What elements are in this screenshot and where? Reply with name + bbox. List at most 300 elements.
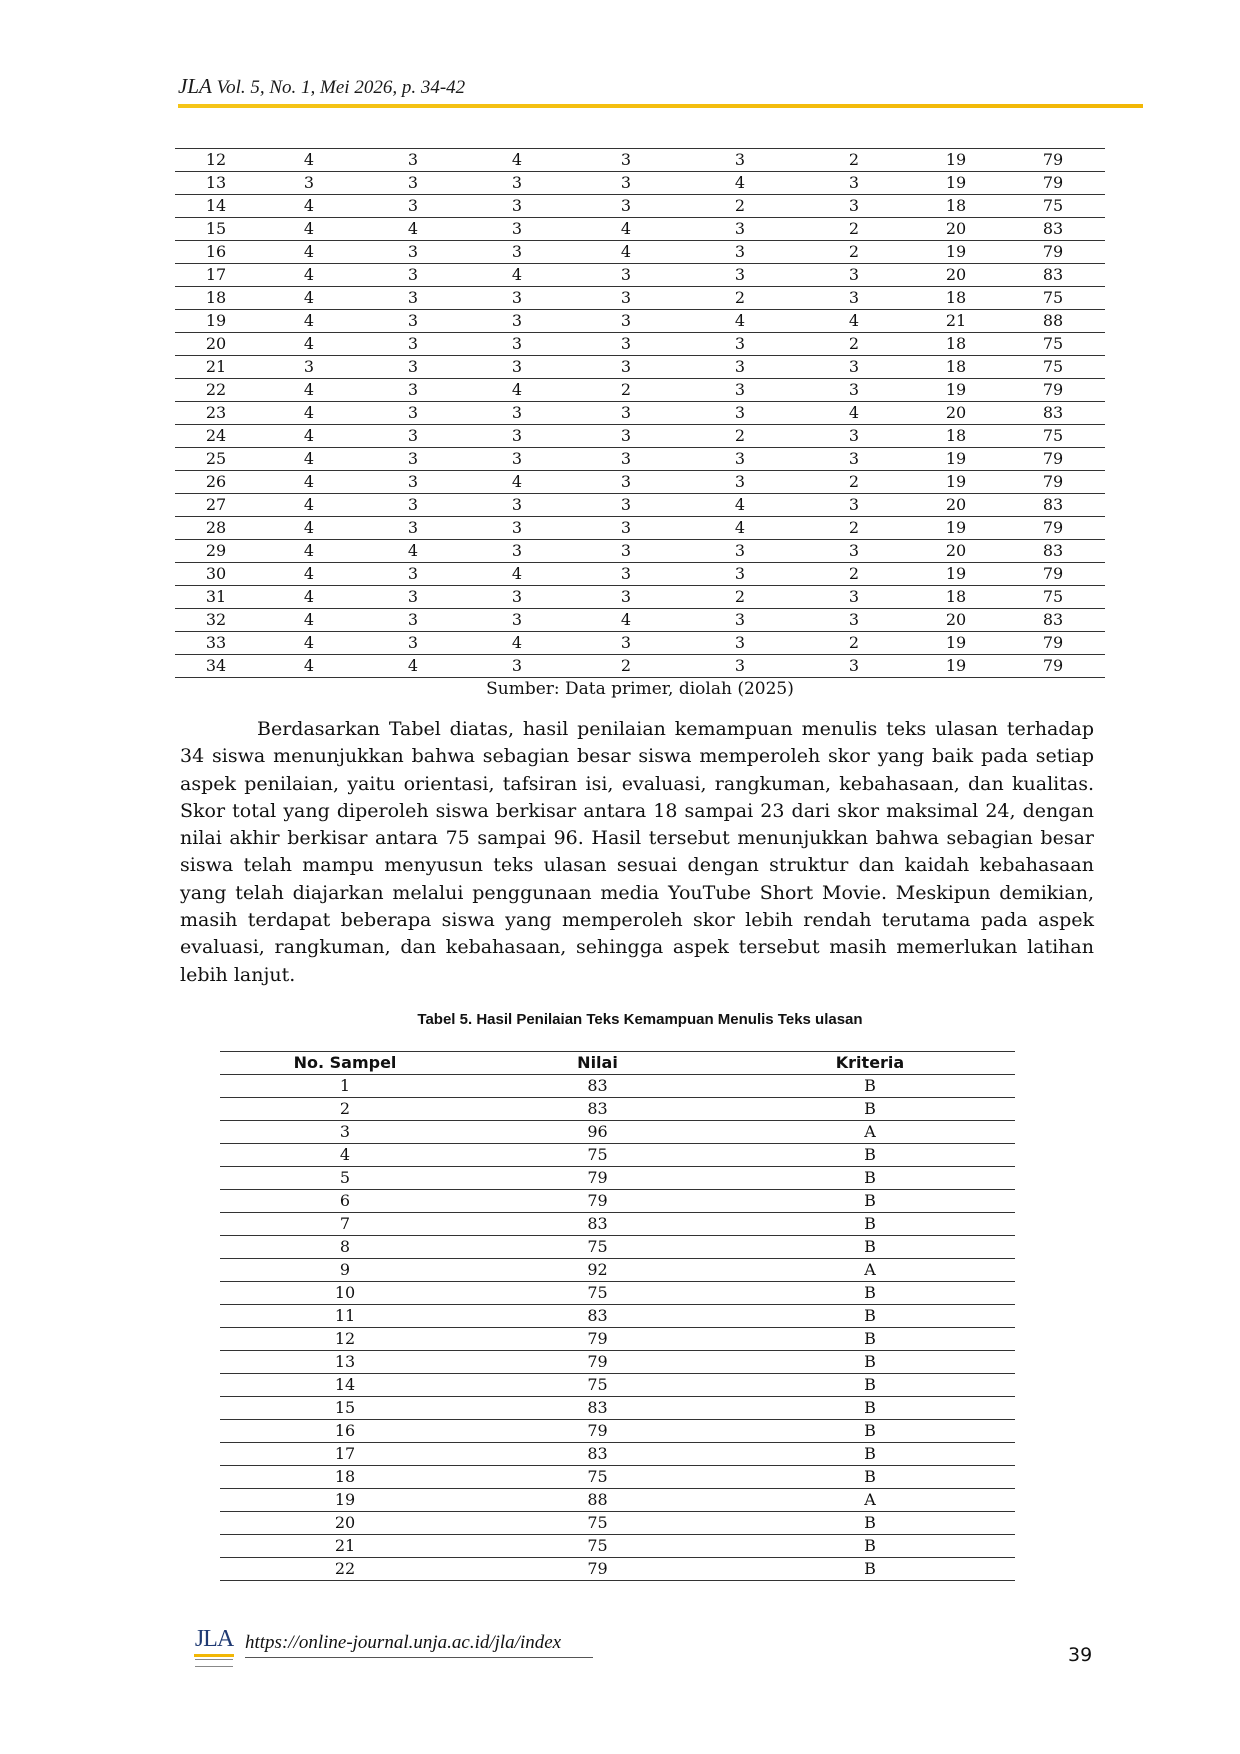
table-cell: 2	[797, 333, 911, 356]
table-cell: 5	[220, 1167, 470, 1190]
table-cell: 9	[220, 1259, 470, 1282]
table-cell: 3	[569, 356, 683, 379]
table-cell: 4	[257, 333, 361, 356]
table-row	[175, 287, 1105, 310]
table-cell: 4	[257, 471, 361, 494]
table-cell: 4	[797, 310, 911, 333]
table-cell: 28	[175, 517, 257, 540]
table-cell: 20	[911, 494, 1001, 517]
table-cell: 2	[797, 241, 911, 264]
table-cell: 3	[465, 356, 569, 379]
table-row	[220, 1328, 1015, 1351]
table-cell: B	[725, 1236, 1015, 1259]
table-cell: 3	[797, 379, 911, 402]
table-cell: 4	[257, 586, 361, 609]
table-row	[175, 379, 1105, 402]
table-cell: 3	[569, 563, 683, 586]
table-cell: 4	[797, 402, 911, 425]
table-row	[220, 1443, 1015, 1466]
table-cell: 3	[465, 218, 569, 241]
table-cell: 14	[220, 1374, 470, 1397]
table-cell: 79	[1001, 241, 1105, 264]
table-row	[220, 1420, 1015, 1443]
table-cell: B	[725, 1144, 1015, 1167]
table-cell: 18	[911, 287, 1001, 310]
table-cell: 3	[797, 586, 911, 609]
table-cell: 79	[1001, 655, 1105, 678]
table-row	[220, 1374, 1015, 1397]
logo-subtitle-lines	[195, 1659, 233, 1667]
table-row	[175, 609, 1105, 632]
table-cell: 75	[1001, 586, 1105, 609]
table-row	[220, 1489, 1015, 1512]
table-cell: 4	[257, 517, 361, 540]
table-cell: 75	[470, 1535, 725, 1558]
table-cell: 75	[470, 1374, 725, 1397]
table-cell: A	[725, 1259, 1015, 1282]
table-cell: 3	[465, 172, 569, 195]
table-cell: 19	[911, 563, 1001, 586]
table-cell: 83	[1001, 609, 1105, 632]
table-cell: 79	[1001, 517, 1105, 540]
table-cell: 3	[797, 655, 911, 678]
table-cell: 19	[911, 655, 1001, 678]
table-cell: 79	[470, 1558, 725, 1581]
table-cell: 16	[175, 241, 257, 264]
table-cell: 20	[175, 333, 257, 356]
table-cell: 4	[257, 310, 361, 333]
table-cell: 2	[683, 586, 797, 609]
table-cell: 4	[683, 310, 797, 333]
table5-header-kriteria: Kriteria	[725, 1052, 1015, 1075]
table-cell: 3	[361, 264, 465, 287]
table-cell: B	[725, 1512, 1015, 1535]
table-row	[220, 1466, 1015, 1489]
table-cell: 27	[175, 494, 257, 517]
table-cell: 3	[465, 425, 569, 448]
table-cell: 20	[911, 540, 1001, 563]
table-cell: 75	[470, 1236, 725, 1259]
table-cell: 75	[470, 1512, 725, 1535]
table-cell: 4	[569, 218, 683, 241]
table-cell: 33	[175, 632, 257, 655]
table-row	[220, 1282, 1015, 1305]
table-cell: 3	[465, 195, 569, 218]
table-cell: 29	[175, 540, 257, 563]
table-row	[175, 241, 1105, 264]
journal-url-link[interactable]: https://online-journal.unja.ac.id/jla/index	[245, 1632, 562, 1653]
table-cell: 2	[797, 471, 911, 494]
table-cell: 3	[361, 448, 465, 471]
table-cell: 3	[465, 494, 569, 517]
table-cell: 19	[911, 172, 1001, 195]
table-cell: 4	[257, 241, 361, 264]
table-cell: 3	[683, 448, 797, 471]
table-cell: 18	[911, 333, 1001, 356]
table-cell: 4	[257, 448, 361, 471]
table-cell: 3	[465, 586, 569, 609]
table-cell: 3	[683, 264, 797, 287]
table-cell: 3	[361, 310, 465, 333]
table-cell: 3	[361, 517, 465, 540]
table-cell: 83	[470, 1098, 725, 1121]
table-cell: B	[725, 1443, 1015, 1466]
table-cell: 3	[797, 264, 911, 287]
table-cell: 21	[911, 310, 1001, 333]
table-cell: 3	[569, 448, 683, 471]
table-cell: 19	[911, 379, 1001, 402]
table-cell: B	[725, 1558, 1015, 1581]
table-cell: 4	[465, 471, 569, 494]
table-cell: 3	[683, 402, 797, 425]
table-cell: 3	[683, 379, 797, 402]
table-cell: 4	[257, 609, 361, 632]
table-cell: 3	[361, 425, 465, 448]
table-cell: 96	[470, 1121, 725, 1144]
table-cell: 79	[470, 1420, 725, 1443]
table-cell: 3	[683, 632, 797, 655]
table-cell: 3	[683, 655, 797, 678]
table-cell: 3	[257, 172, 361, 195]
table-row	[220, 1236, 1015, 1259]
table-cell: 79	[470, 1190, 725, 1213]
table-cell: 3	[465, 333, 569, 356]
table-row	[175, 448, 1105, 471]
table-cell: 4	[569, 241, 683, 264]
table-cell: 3	[797, 540, 911, 563]
table5-caption: Tabel 5. Hasil Penilaian Teks Kemampuan Menulis Teks ulasan	[417, 1011, 863, 1028]
table-row	[175, 494, 1105, 517]
table-cell: 19	[911, 241, 1001, 264]
table-cell: 7	[220, 1213, 470, 1236]
table-row	[175, 402, 1105, 425]
table-cell: 3	[797, 425, 911, 448]
table-cell: 79	[1001, 379, 1105, 402]
scores-table	[175, 148, 1105, 678]
table-cell: B	[725, 1190, 1015, 1213]
table-cell: 3	[683, 471, 797, 494]
table5-body	[220, 1075, 1015, 1581]
table-row	[220, 1190, 1015, 1213]
logo-accent-bar	[194, 1654, 234, 1657]
table-cell: B	[725, 1374, 1015, 1397]
table-row	[220, 1558, 1015, 1581]
table-row	[175, 333, 1105, 356]
table-cell: 3	[683, 218, 797, 241]
table-cell: 25	[175, 448, 257, 471]
logo-text: JLA	[194, 1626, 234, 1652]
table-row	[175, 149, 1105, 172]
table-cell: 2	[683, 425, 797, 448]
table-cell: 4	[220, 1144, 470, 1167]
table-cell: 3	[569, 195, 683, 218]
table-cell: 14	[175, 195, 257, 218]
table-row	[175, 655, 1105, 678]
table-row	[220, 1512, 1015, 1535]
table-row	[175, 563, 1105, 586]
table-cell: 3	[683, 540, 797, 563]
table-cell: 83	[470, 1443, 725, 1466]
table-cell: 26	[175, 471, 257, 494]
table-cell: 3	[797, 195, 911, 218]
table-cell: 4	[257, 287, 361, 310]
table-cell: 10	[220, 1282, 470, 1305]
table-cell: B	[725, 1397, 1015, 1420]
table-cell: 3	[361, 379, 465, 402]
table-cell: 20	[911, 218, 1001, 241]
table-cell: 3	[361, 563, 465, 586]
table-cell: 4	[569, 609, 683, 632]
table-cell: 2	[683, 287, 797, 310]
table-cell: 11	[220, 1305, 470, 1328]
table-cell: 2	[797, 517, 911, 540]
table-cell: B	[725, 1098, 1015, 1121]
table-cell: 22	[220, 1558, 470, 1581]
table-cell: B	[725, 1213, 1015, 1236]
table-cell: 15	[220, 1397, 470, 1420]
table-cell: 3	[257, 356, 361, 379]
table-cell: 3	[361, 241, 465, 264]
table-cell: B	[725, 1466, 1015, 1489]
table-cell: 3	[683, 333, 797, 356]
footer-rule	[245, 1657, 593, 1658]
table-row	[220, 1259, 1015, 1282]
table-cell: 79	[470, 1167, 725, 1190]
table-row	[220, 1213, 1015, 1236]
table5-header-no: No. Sampel	[220, 1052, 470, 1075]
table-cell: 3	[569, 264, 683, 287]
table-cell: 3	[569, 333, 683, 356]
table-cell: 31	[175, 586, 257, 609]
table-cell: B	[725, 1351, 1015, 1374]
table-cell: 79	[470, 1351, 725, 1374]
table-cell: 3	[361, 287, 465, 310]
table-cell: 19	[220, 1489, 470, 1512]
table-cell: 75	[1001, 425, 1105, 448]
table-cell: 3	[465, 402, 569, 425]
table-cell: 19	[911, 149, 1001, 172]
table-cell: 83	[470, 1213, 725, 1236]
table-cell: 18	[911, 356, 1001, 379]
table-cell: 92	[470, 1259, 725, 1282]
table-cell: 75	[1001, 195, 1105, 218]
table-cell: 4	[683, 494, 797, 517]
table-cell: 75	[470, 1466, 725, 1489]
table-cell: 4	[257, 195, 361, 218]
table-cell: B	[725, 1535, 1015, 1558]
table-cell: 3	[465, 540, 569, 563]
table-cell: 4	[465, 563, 569, 586]
table-cell: 3	[569, 471, 683, 494]
table-cell: 15	[175, 218, 257, 241]
table-cell: 18	[175, 287, 257, 310]
table-row	[175, 195, 1105, 218]
table-cell: 3	[361, 333, 465, 356]
header-rule	[178, 104, 1143, 108]
table-row	[220, 1144, 1015, 1167]
table-cell: 3	[361, 149, 465, 172]
table-cell: 20	[911, 609, 1001, 632]
table-cell: 79	[1001, 471, 1105, 494]
table-cell: 32	[175, 609, 257, 632]
table-cell: 18	[911, 195, 1001, 218]
table-cell: 2	[569, 655, 683, 678]
table-cell: 3	[361, 402, 465, 425]
table-cell: 4	[465, 379, 569, 402]
table5-header-row	[220, 1052, 1015, 1075]
table-cell: 3	[465, 517, 569, 540]
table-cell: 75	[1001, 287, 1105, 310]
table-cell: B	[725, 1420, 1015, 1443]
table-cell: 19	[911, 632, 1001, 655]
table-cell: 3	[569, 425, 683, 448]
table-row	[220, 1351, 1015, 1374]
table-cell: 79	[1001, 149, 1105, 172]
table-cell: 3	[465, 448, 569, 471]
table-cell: 3	[361, 356, 465, 379]
table-cell: 4	[257, 425, 361, 448]
table-cell: 3	[797, 287, 911, 310]
table-cell: 4	[257, 218, 361, 241]
table-cell: 3	[569, 172, 683, 195]
table-cell: 3	[569, 149, 683, 172]
table-cell: 79	[1001, 172, 1105, 195]
table-cell: 3	[683, 149, 797, 172]
table-cell: 22	[175, 379, 257, 402]
table-cell: 2	[220, 1098, 470, 1121]
page-number: 39	[1068, 1644, 1093, 1666]
table-cell: 4	[257, 264, 361, 287]
table-row	[220, 1535, 1015, 1558]
table-cell: 4	[257, 540, 361, 563]
table-cell: 4	[361, 655, 465, 678]
table-cell: 2	[797, 563, 911, 586]
table-cell: 30	[175, 563, 257, 586]
table-cell: 83	[1001, 494, 1105, 517]
table-cell: 21	[175, 356, 257, 379]
table-cell: B	[725, 1282, 1015, 1305]
table-cell: 2	[797, 218, 911, 241]
table-cell: B	[725, 1075, 1015, 1098]
table-row	[220, 1075, 1015, 1098]
table-cell: 19	[911, 448, 1001, 471]
table-row	[175, 586, 1105, 609]
table-row	[175, 425, 1105, 448]
table-cell: 83	[1001, 402, 1105, 425]
table-cell: 18	[911, 586, 1001, 609]
table-row	[220, 1098, 1015, 1121]
table-row	[175, 471, 1105, 494]
table-cell: 4	[257, 402, 361, 425]
table-cell: 3	[569, 494, 683, 517]
table-cell: 12	[220, 1328, 470, 1351]
table-row	[220, 1167, 1015, 1190]
table-cell: 88	[1001, 310, 1105, 333]
table-cell: 3	[683, 356, 797, 379]
table-cell: 17	[175, 264, 257, 287]
table-cell: 79	[1001, 448, 1105, 471]
table5	[220, 1051, 1015, 1581]
table-row	[175, 172, 1105, 195]
table-cell: 4	[683, 172, 797, 195]
table-cell: 13	[175, 172, 257, 195]
table-cell: 2	[569, 379, 683, 402]
table-cell: 4	[257, 655, 361, 678]
table-cell: 24	[175, 425, 257, 448]
table-cell: 88	[470, 1489, 725, 1512]
table-cell: 8	[220, 1236, 470, 1259]
table-cell: 3	[465, 609, 569, 632]
table-cell: 34	[175, 655, 257, 678]
table-cell: 20	[911, 402, 1001, 425]
table-row	[220, 1121, 1015, 1144]
table-cell: 79	[1001, 632, 1105, 655]
table-cell: 3	[797, 172, 911, 195]
table-cell: 3	[569, 517, 683, 540]
table-cell: 18	[911, 425, 1001, 448]
running-header	[178, 74, 465, 99]
table-cell: 83	[470, 1075, 725, 1098]
journal-issue: Vol. 5, No. 1, Mei 2026, p. 34-42	[216, 77, 466, 98]
table5-header-nilai: Nilai	[470, 1052, 725, 1075]
table-cell: 4	[257, 379, 361, 402]
table-cell: 3	[569, 632, 683, 655]
table-cell: 18	[220, 1466, 470, 1489]
table-cell: 19	[911, 471, 1001, 494]
table-cell: 3	[361, 586, 465, 609]
table-cell: 16	[220, 1420, 470, 1443]
table-cell: 3	[569, 586, 683, 609]
table-cell: 4	[257, 149, 361, 172]
table-row	[220, 1397, 1015, 1420]
table-cell: 3	[683, 563, 797, 586]
table-cell: 3	[683, 241, 797, 264]
table-cell: 4	[257, 494, 361, 517]
table-cell: 4	[257, 632, 361, 655]
table-cell: 6	[220, 1190, 470, 1213]
table-cell: 3	[569, 402, 683, 425]
table-source-note: Sumber: Data primer, diolah (2025)	[486, 679, 794, 699]
table-cell: B	[725, 1328, 1015, 1351]
journal-logo	[191, 1626, 237, 1670]
table-row	[175, 310, 1105, 333]
table-cell: 3	[797, 494, 911, 517]
table-row	[175, 540, 1105, 563]
table-cell: 3	[361, 195, 465, 218]
table-cell: 4	[465, 149, 569, 172]
table-cell: 83	[1001, 540, 1105, 563]
table-cell: 4	[361, 218, 465, 241]
table-cell: 2	[683, 195, 797, 218]
table-cell: 83	[470, 1397, 725, 1420]
table-cell: 21	[220, 1535, 470, 1558]
table-cell: 3	[465, 241, 569, 264]
table-cell: 20	[220, 1512, 470, 1535]
table-cell: 3	[361, 471, 465, 494]
table-cell: 3	[465, 655, 569, 678]
table-cell: 83	[1001, 264, 1105, 287]
table-cell: 75	[470, 1282, 725, 1305]
table-cell: 4	[257, 563, 361, 586]
table-cell: 12	[175, 149, 257, 172]
table-cell: 83	[1001, 218, 1105, 241]
table-row	[175, 218, 1105, 241]
table-row	[175, 517, 1105, 540]
table-cell: 3	[797, 609, 911, 632]
table-cell: A	[725, 1489, 1015, 1512]
table-cell: A	[725, 1121, 1015, 1144]
table-cell: 4	[361, 540, 465, 563]
